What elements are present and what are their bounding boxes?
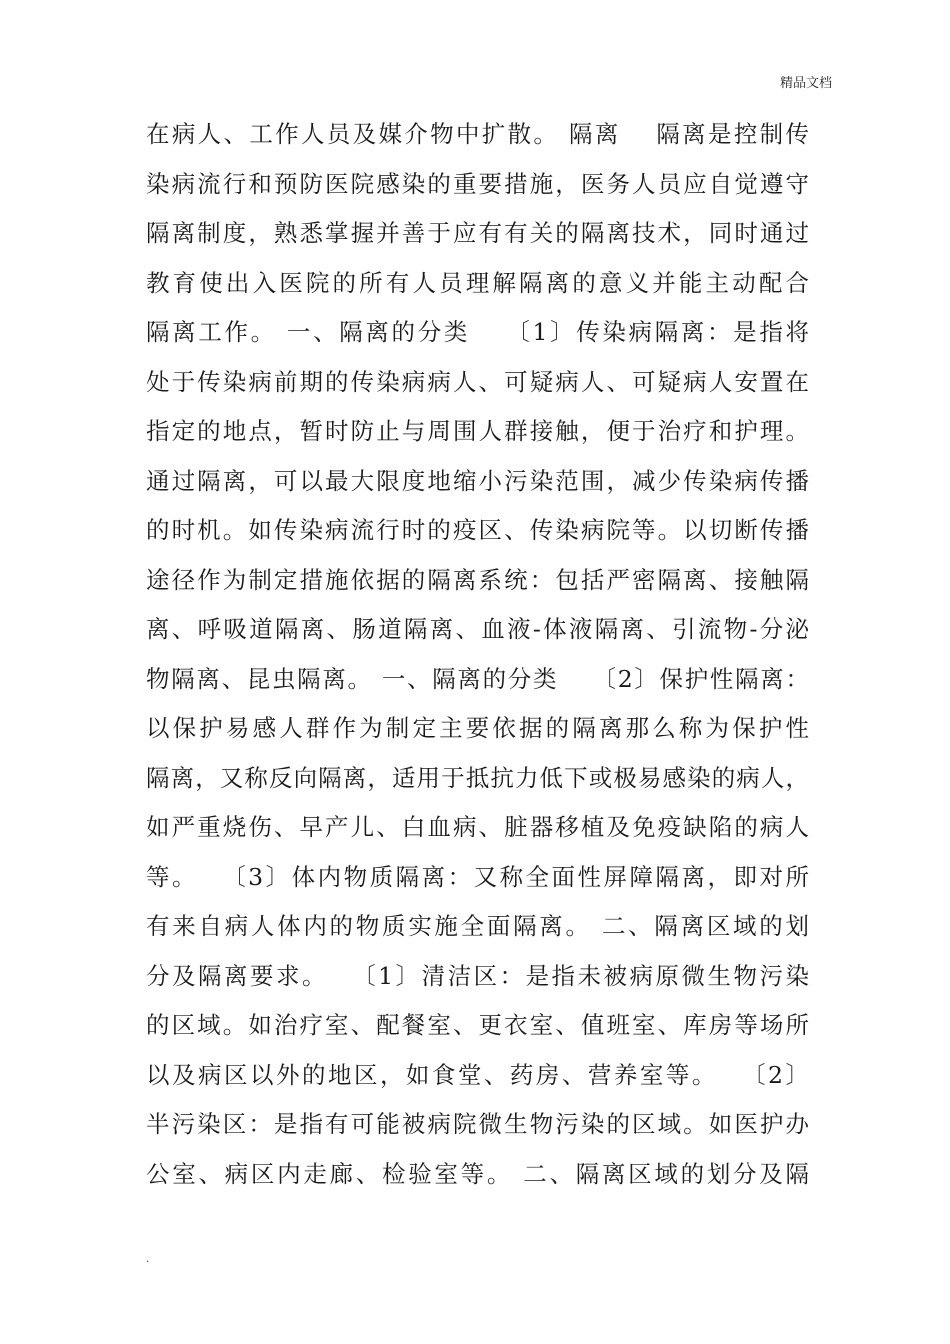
text-line: 物隔离、昆虫隔离。 一、隔离的分类 〔2〕保护性隔离： [146,664,810,693]
document-body [146,114,810,1203]
text-line: 的区域。如治疗室、配餐室、更衣室、值班室、库房等场所 [146,1011,810,1039]
text-line: 公室、病区内走廊、检验室等。 二、隔离区域的划分及隔 [146,1159,810,1188]
footer-mark: . [146,1254,150,1265]
text-line: 教育使出入医院的所有人员理解隔离的意义并能主动配合 [146,268,810,297]
text-line: 隔离，又称反向隔离，适用于抵抗力低下或极易感染的病人， [146,763,810,792]
text-line: 有来自病人体内的物质实施全面隔离。 二、隔离区域的划 [146,912,810,940]
text-line: 如严重烧伤、早产儿、白血病、脏器移植及免疫缺陷的病人 [146,813,810,841]
text-line: 处于传染病前期的传染病病人、可疑病人、可疑病人安置在 [146,367,810,396]
text-line: 指定的地点，暂时防止与周围人群接触，便于治疗和护理。 [146,417,810,445]
text-line: 分及隔离要求。 〔1〕清洁区：是指未被病原微生物污染 [146,961,810,990]
text-line: 染病流行和预防医院感染的重要措施，医务人员应自觉遵守 [146,169,810,198]
text-line: 通过隔离，可以最大限度地缩小污染范围，减少传染病传播 [146,466,810,495]
text-line: 以保护易感人群作为制定主要依据的隔离那么称为保护性 [146,714,810,742]
text-line: 隔离工作。 一、隔离的分类 〔1〕传染病隔离：是指将 [146,318,810,346]
text-line: 的时机。如传染病流行时的疫区、传染病院等。以切断传播 [146,516,810,544]
text-line: 等。 〔3〕体内物质隔离：又称全面性屏障隔离，即对所 [146,862,810,891]
text-line: 隔离制度，熟悉掌握并善于应有有关的隔离技术，同时通过 [146,219,810,247]
page-header-label: 精品文档 [779,76,832,91]
text-line: 途径作为制定措施依据的隔离系统：包括严密隔离、接触隔 [146,565,810,594]
text-line: 在病人、工作人员及媒介物中扩散。 隔离 隔离是控制传 [146,120,810,148]
text-line: 半污染区：是指有可能被病院微生物污染的区域。如医护办 [146,1110,810,1138]
text-line: 离、呼吸道隔离、肠道隔离、血液-体液隔离、引流物-分泌 [146,615,810,643]
text-line: 以及病区以外的地区，如食堂、药房、营养室等。 〔2〕 [146,1060,810,1089]
